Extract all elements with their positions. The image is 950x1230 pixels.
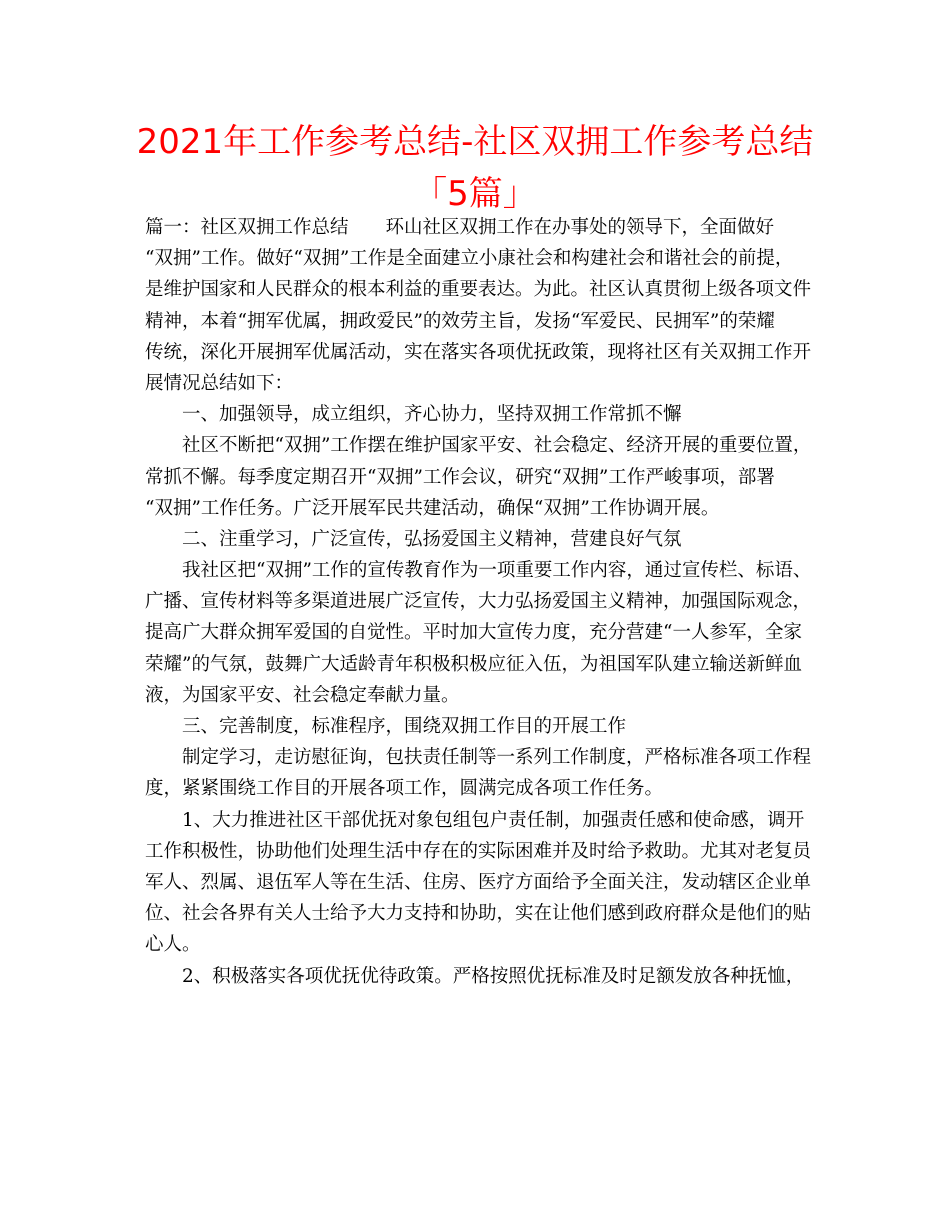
- title-line-2: 「5篇」: [413, 174, 537, 214]
- text-line: 是维护国家和人民群众的根本利益的重要表达。为此。社区认真贯彻上级各项文件: [145, 279, 812, 301]
- text-line: 广播、宣传材料等多渠道进展广泛宣传，大力弘扬爱国主义精神，加强国际观念，: [145, 591, 812, 613]
- text-line: 心人。: [145, 934, 201, 956]
- title-line-1: 2021年工作参考总结-社区双拥工作参考总结: [136, 122, 814, 162]
- section-heading: 一、加强领导，成立组织，齐心协力，坚持双拥工作常抓不懈: [182, 404, 682, 426]
- text-line: 篇一：社区双拥工作总结 环山社区双拥工作在办事处的领导下，全面做好: [145, 217, 775, 238]
- text-line: 提高广大群众拥军爱国的自觉性。平时加大宣传力度，充分营建“一人参军，全家: [145, 622, 802, 644]
- text-line: 2、积极落实各项优抚优待政策。严格按照优抚标准及时足额发放各种抚恤，: [182, 965, 805, 987]
- document-body: [145, 212, 835, 992]
- text-line: 精神，本着“拥军优属，拥政爱民”的效劳主旨，发扬“军爱民、民拥军”的荣耀: [145, 310, 775, 332]
- text-line: 展情况总结如下：: [145, 372, 294, 394]
- text-line: 军人、烈属、退伍军人等在生活、住房、医疗方面给予全面关注，发动辖区企业单: [145, 871, 812, 893]
- section-heading: 三、完善制度，标准程序，围绕双拥工作目的开展工作: [182, 716, 627, 737]
- text-line: 制定学习，走访慰征询，包扶责任制等一系列工作制度，严格标准各项工作程: [182, 747, 812, 769]
- text-line: 常抓不懈。每季度定期召开“双拥”工作会议，研究“双拥”工作严峻事项，部署: [145, 466, 775, 488]
- text-line: 1、大力推进社区干部优抚对象包组包户责任制，加强责任感和使命感，调开: [182, 809, 805, 831]
- text-line: “双拥”工作。做好“双拥”工作是全面建立小康社会和构建社会和谐社会的前提，: [145, 248, 794, 270]
- text-line: 社区不断把“双拥”工作摆在维护国家平安、社会稳定、经济开展的重要位置，: [182, 435, 812, 457]
- document-title: [0, 116, 950, 220]
- text-line: 工作积极性，协助他们处理生活中存在的实际困难并及时给予救助。尤其对老复员: [145, 840, 812, 862]
- text-line: 位、社会各界有关人士给予大力支持和协助，实在让他们感到政府群众是他们的贴: [145, 903, 812, 925]
- text-line: “双拥”工作任务。广泛开展军民共建活动，确保“双拥”工作协调开展。: [145, 497, 720, 519]
- text-line: 度，紧紧围绕工作目的开展各项工作，圆满完成各项工作任务。: [145, 778, 664, 800]
- text-line: 我社区把“双拥”工作的宣传教育作为一项重要工作内容，通过宣传栏、标语、: [182, 560, 812, 582]
- text-line: 传统，深化开展拥军优属活动，实在落实各项优抚政策，现将社区有关双拥工作开: [145, 341, 812, 363]
- text-line: 荣耀”的气氛，鼓舞广大适龄青年积极积极应征入伍，为祖国军队建立输送新鲜血: [145, 653, 802, 675]
- section-heading: 二、注重学习，广泛宣传，弘扬爱国主义精神，营建良好气氛: [182, 528, 682, 550]
- text-line: 液，为国家平安、社会稳定奉献力量。: [145, 684, 460, 706]
